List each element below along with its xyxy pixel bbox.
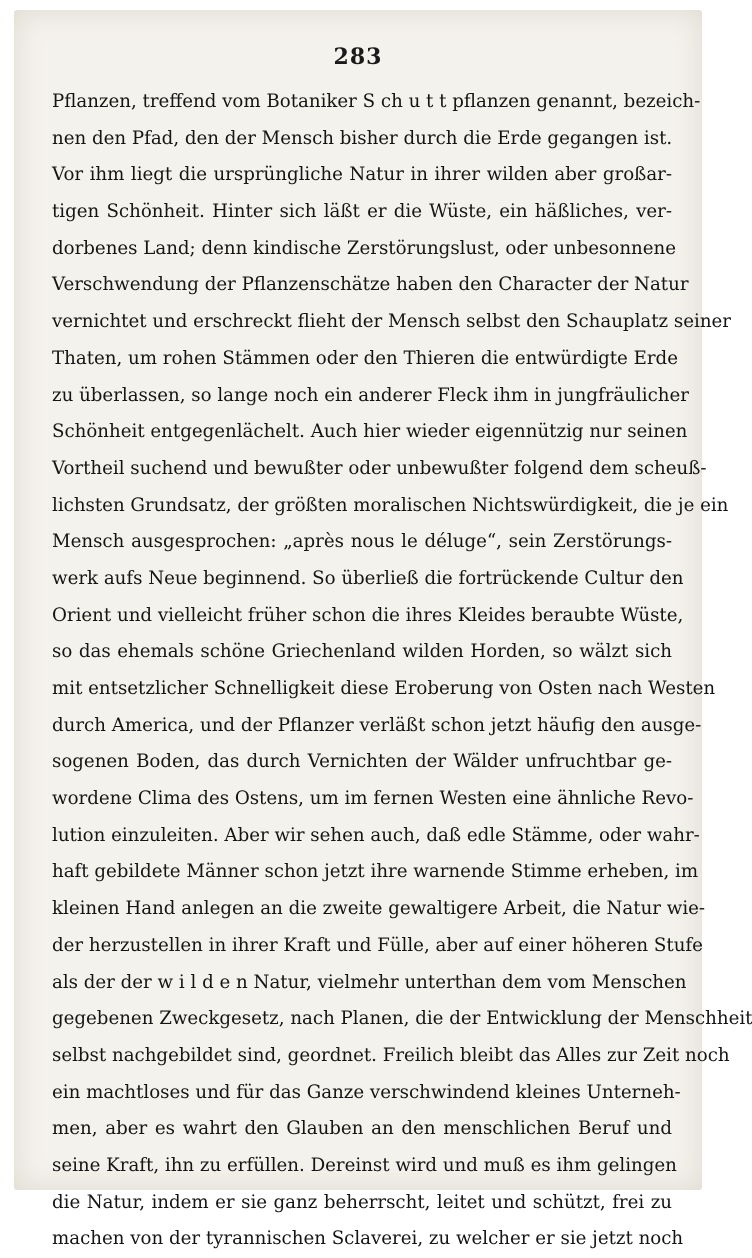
text-line: wordene Clima des Ostens, um im fernen Westen eine ähnliche Revo- (52, 788, 694, 810)
text-line: tigen Schönheit. Hinter sich läßt er die Wüste, ein häßliches, ver- (52, 201, 672, 223)
text-line: dorbenes Land; denn kindische Zerstörungslust, oder unbesonnene (52, 237, 677, 259)
text-line: lichsten Grundsatz, der größten moralischen Nichtswürdigkeit, die je ein (52, 494, 729, 516)
text-line: der herzustellen in ihrer Kraft und Fülle, aber auf einer höheren Stufe (52, 934, 703, 956)
text-line: nen den Pfad, den der Mensch bisher durch die Erde gegangen ist. (52, 127, 673, 149)
text-line: Orient und vielleicht früher schon die ihres Kleides beraubte Wüste, (52, 604, 684, 626)
text-line: Pflanzen, treffend vom Botaniker S ch u t t pflanzen genannt, bezeich- (52, 91, 701, 112)
text-line: machen von der tyrannischen Sclaverei, zu welcher er sie jetzt noch (52, 1228, 684, 1250)
text-line: so das ehemals schöne Griechenland wilden Horden, so wälzt sich (52, 641, 672, 663)
text-line: Schönheit entgegenlächelt. Auch hier wieder eigennützig nur seinen (52, 421, 688, 443)
text-line: kleinen Hand anlegen an die zweite gewaltigere Arbeit, die Natur wie- (52, 898, 706, 920)
text-line: vernichtet und erschreckt flieht der Mensch selbst den Schauplatz seiner (52, 311, 731, 333)
text-line: die Natur, indem er sie ganz beherrscht, leitet und schützt, frei zu (52, 1191, 672, 1213)
text-line: Thaten, um rohen Stämmen oder den Thieren die entwürdigte Erde (52, 347, 678, 369)
text-line: Mensch ausgesprochen: „après nous le déluge“, sein Zerstörungs- (52, 531, 672, 553)
text-line: durch America, und der Pflanzer verläßt schon jetzt häufig den ausge- (52, 714, 702, 736)
text-line: Vortheil suchend und bewußter oder unbewußter folgend dem scheuß- (52, 457, 707, 479)
text-line: sogenen Boden, das durch Vernichten der Wälder unfruchtbar ge- (52, 751, 672, 773)
text-line: gegebenen Zweckgesetz, nach Planen, die der Entwicklung der Menschheit (52, 1008, 752, 1030)
text-line: als der der w i l d e n Natur, vielmehr unterthan dem vom Menschen (52, 971, 687, 993)
text-line: Verschwendung der Pflanzenschätze haben den Character der Natur (52, 274, 689, 296)
text-line: werk aufs Neue beginnend. So überließ die fortrückende Cultur den (52, 567, 684, 589)
text-line: ein machtloses und für das Ganze verschwindend kleines Unterneh- (52, 1081, 681, 1103)
text-line: zu überlassen, so lange noch ein anderer Fleck ihm in jungfräulicher (52, 384, 689, 406)
text-line: haft gebildete Männer schon jetzt ihre warnende Stimme erheben, im (52, 861, 699, 883)
text-line: men, aber es wahrt den Glauben an den menschlichen Beruf und (52, 1118, 672, 1140)
text-line: mit entsetzlicher Schnelligkeit diese Eroberung von Osten nach Westen (52, 678, 716, 699)
text-line: seine Kraft, ihn zu erfüllen. Dereinst wird und muß es ihm gelingen (52, 1154, 677, 1176)
page-number: 283 (333, 44, 383, 70)
text-line: Vor ihm liegt die ursprüngliche Natur in ihrer wilden aber großar- (52, 164, 672, 186)
text-line: lution einzuleiten. Aber wir sehen auch, daß edle Stämme, oder wahr- (52, 824, 700, 846)
text-line: selbst nachgebildet sind, geordnet. Freilich bleibt das Alles zur Zeit noch (52, 1044, 730, 1066)
body-text (52, 84, 752, 1258)
book-page (14, 10, 752, 1250)
